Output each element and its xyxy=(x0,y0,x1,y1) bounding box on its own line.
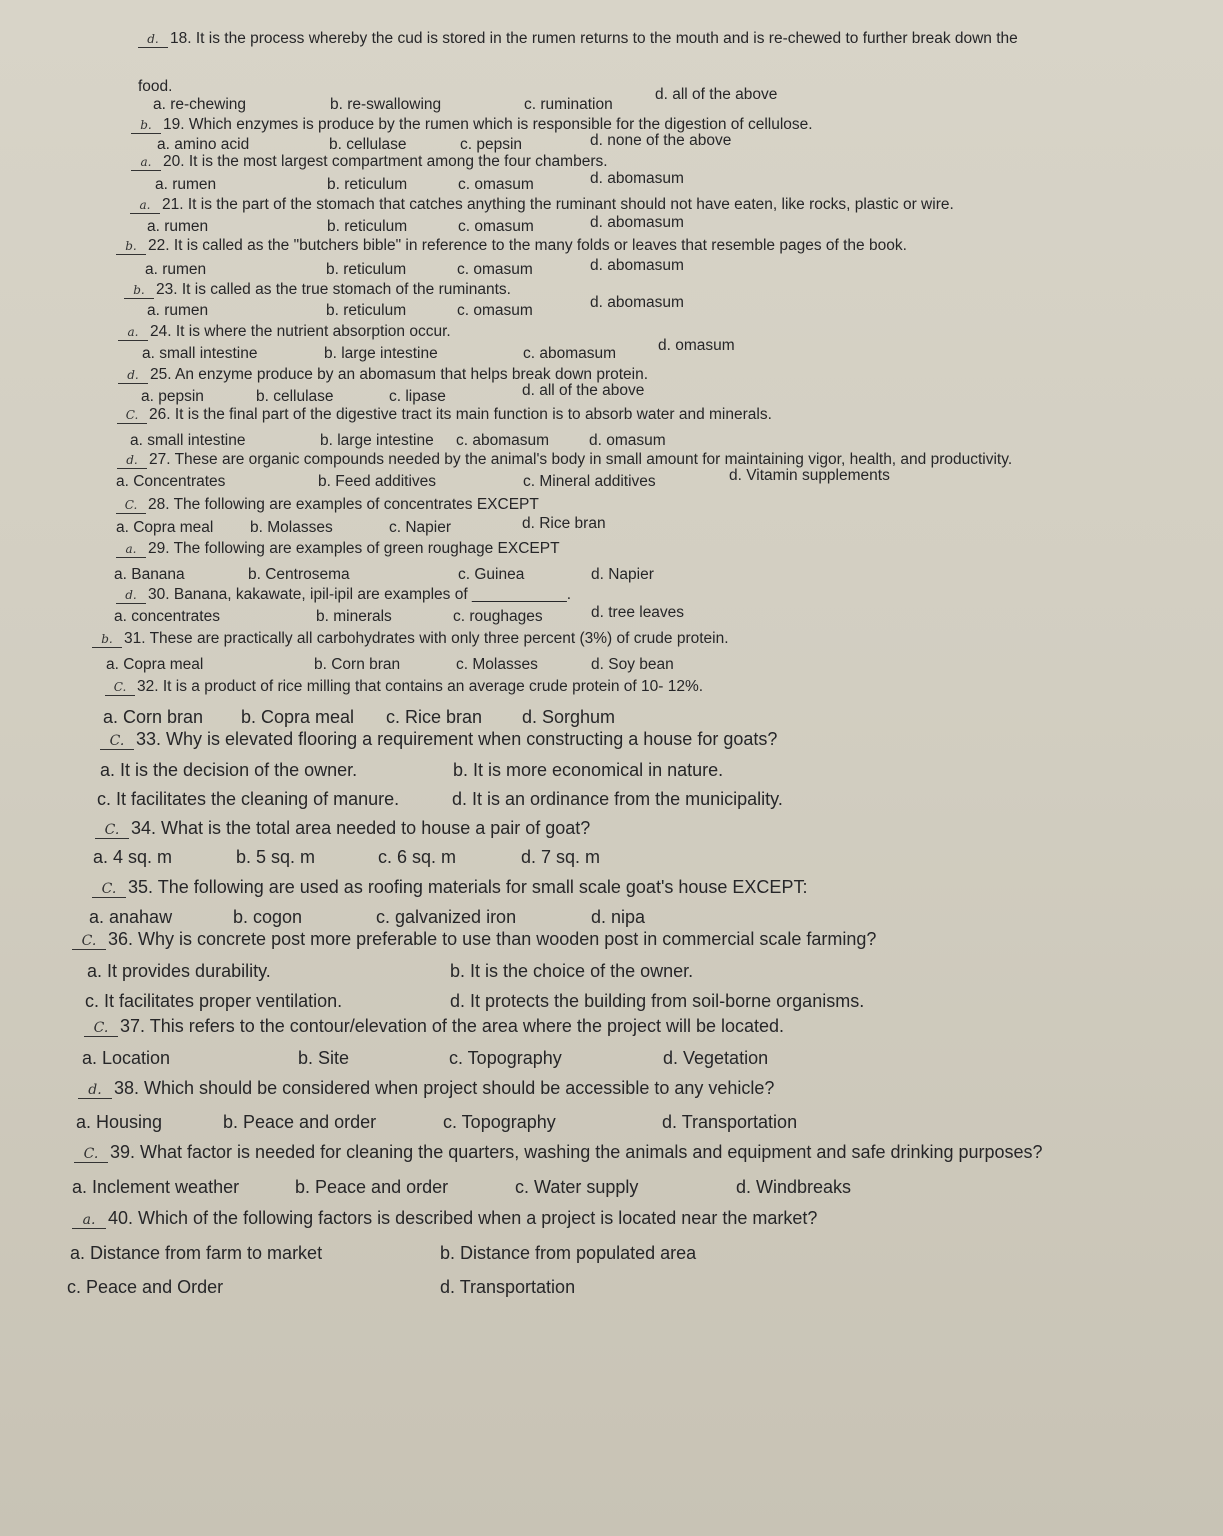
option: c. galvanized iron xyxy=(376,907,517,927)
option: d. tree leaves xyxy=(591,604,685,621)
question-40-stem: a. 40. Which of the following factors is described when a project is located near the market? xyxy=(72,1207,817,1229)
option: d. none of the above xyxy=(590,132,732,149)
option: c. Rice bran xyxy=(386,707,483,727)
answer-28: C. xyxy=(116,497,146,514)
question-25-stem: d. 25. An enzyme produce by an abomasum that helps break down protein. xyxy=(118,366,648,384)
option: a. It is the decision of the owner. xyxy=(100,760,358,780)
answer-36: C. xyxy=(72,933,106,950)
option: b. Peace and order xyxy=(223,1112,377,1132)
option: a. small intestine xyxy=(130,432,246,449)
option: d. Transportation xyxy=(662,1112,798,1132)
option: d. Transportation xyxy=(440,1277,576,1297)
option: a. concentrates xyxy=(114,608,220,625)
option: b. minerals xyxy=(316,608,392,625)
option: b. large intestine xyxy=(320,432,434,449)
option: b. large intestine xyxy=(324,345,438,362)
option: c. Guinea xyxy=(458,566,525,583)
option: a. 4 sq. m xyxy=(93,847,173,867)
answer-26: C. xyxy=(117,407,147,424)
option: c. Napier xyxy=(389,519,452,536)
question-39-stem: C. 39. What factor is needed for cleaning the quarters, washing the animals and equipment and safe drinking purposes? xyxy=(74,1141,1043,1163)
option: d. Sorghum xyxy=(522,707,616,727)
option: d. abomasum xyxy=(590,257,684,274)
option: b. reticulum xyxy=(326,302,407,319)
option: c. omasum xyxy=(457,261,533,278)
option: c. omasum xyxy=(457,302,533,319)
answer-21: a. xyxy=(130,197,160,214)
option: a. Location xyxy=(82,1048,171,1068)
question-24-stem: a. 24. It is where the nutrient absorption occur. xyxy=(118,323,451,341)
option: d. Vegetation xyxy=(663,1048,769,1068)
option: b. cellulase xyxy=(329,136,407,153)
option: a. re-chewing xyxy=(153,96,247,113)
option: c. It facilitates proper ventilation. xyxy=(85,991,343,1011)
option: c. Molasses xyxy=(456,656,538,673)
option: b. cellulase xyxy=(256,388,334,405)
option: d. all of the above xyxy=(522,382,645,399)
answer-32: C. xyxy=(105,679,135,696)
option: a. Distance from farm to market xyxy=(70,1243,323,1263)
option: a. Inclement weather xyxy=(72,1177,240,1197)
option: c. It facilitates the cleaning of manure. xyxy=(97,789,400,809)
answer-20: a. xyxy=(131,154,161,171)
question-22-stem: b. 22. It is called as the "butchers bible" in reference to the many folds or leaves that resemble pages of the book. xyxy=(116,237,907,255)
option: b. reticulum xyxy=(327,218,408,235)
option: c. Water supply xyxy=(515,1177,639,1197)
answer-37: C. xyxy=(84,1020,118,1037)
option: b. It is more economical in nature. xyxy=(453,760,724,780)
answer-29: a. xyxy=(116,541,146,558)
answer-33: C. xyxy=(100,733,134,750)
question-37-stem: C. 37. This refers to the contour/elevation of the area where the project will be located. xyxy=(84,1015,784,1037)
option: d. Napier xyxy=(591,566,654,583)
option: d. Vitamin supplements xyxy=(729,467,890,484)
question-30-stem: d. 30. Banana, kakawate, ipil-ipil are examples of ___________. xyxy=(116,586,571,604)
answer-19: b. xyxy=(131,117,161,134)
option: a. Copra meal xyxy=(106,656,204,673)
answer-38: d. xyxy=(78,1082,112,1099)
option: d. nipa xyxy=(591,907,646,927)
option: a. rumen xyxy=(147,218,209,235)
option: b. Centrosema xyxy=(248,566,350,583)
answer-25: d. xyxy=(118,367,148,384)
option: d. abomasum xyxy=(590,170,684,187)
option: c. rumination xyxy=(524,96,613,113)
question-34-stem: C. 34. What is the total area needed to house a pair of goat? xyxy=(95,817,590,839)
option: a. rumen xyxy=(145,261,207,278)
option: d. omasum xyxy=(658,337,735,354)
option: c. omasum xyxy=(458,218,534,235)
question-27-stem: d. 27. These are organic compounds needed by the animal's body in small amount for maintaining vigor, health, and productivity. xyxy=(117,451,1012,469)
option: d. all of the above xyxy=(655,86,778,103)
question-20-stem: a. 20. It is the most largest compartment among the four chambers. xyxy=(131,153,608,171)
answer-18: d. xyxy=(138,31,168,48)
option: b. Distance from populated area xyxy=(440,1243,697,1263)
option: a. small intestine xyxy=(142,345,258,362)
option: a. It provides durability. xyxy=(87,961,271,981)
question-23-stem: b. 23. It is called as the true stomach of the ruminants. xyxy=(124,281,511,299)
option: c. Topography xyxy=(449,1048,562,1068)
option: b. It is the choice of the owner. xyxy=(450,961,694,981)
option: b. 5 sq. m xyxy=(236,847,316,867)
option: a. pepsin xyxy=(141,388,204,405)
option: c. abomasum xyxy=(523,345,617,362)
option: b. Corn bran xyxy=(314,656,401,673)
option: a. Concentrates xyxy=(116,473,226,490)
answer-31: b. xyxy=(92,631,122,648)
option: a. rumen xyxy=(147,302,209,319)
answer-34: C. xyxy=(95,822,129,839)
question-19-stem: b. 19. Which enzymes is produce by the rumen which is responsible for the digestion of cellulose. xyxy=(131,116,813,134)
question-36-stem: C. 36. Why is concrete post more preferable to use than wooden post in commercial scale farming? xyxy=(72,928,876,950)
option: d. It is an ordinance from the municipality. xyxy=(452,789,783,809)
option: b. re-swallowing xyxy=(330,96,442,113)
option: d. Windbreaks xyxy=(736,1177,852,1197)
answer-40: a. xyxy=(72,1212,106,1229)
option: b. reticulum xyxy=(327,176,408,193)
question-31-stem: b. 31. These are practically all carbohydrates with only three percent (3%) of crude protein. xyxy=(92,630,729,648)
option: c. Mineral additives xyxy=(523,473,656,490)
option: d. It protects the building from soil-borne organisms. xyxy=(450,991,865,1011)
option: a. Banana xyxy=(114,566,185,583)
question-21-stem: a. 21. It is the part of the stomach that catches anything the ruminant should not have eaten, like rocks, plastic or wire. xyxy=(130,196,954,214)
answer-22: b. xyxy=(116,238,146,255)
option: b. Site xyxy=(298,1048,350,1068)
question-18-stem-continued: food. xyxy=(138,78,173,95)
option: b. Peace and order xyxy=(295,1177,449,1197)
option: d. abomasum xyxy=(590,214,684,231)
question-35-stem: C. 35. The following are used as roofing materials for small scale goat's house EXCEPT: xyxy=(92,876,807,898)
answer-35: C. xyxy=(92,881,126,898)
option: c. Topography xyxy=(443,1112,556,1132)
option: d. 7 sq. m xyxy=(521,847,601,867)
option: d. abomasum xyxy=(590,294,684,311)
option: c. Peace and Order xyxy=(67,1277,224,1297)
option: a. Corn bran xyxy=(103,707,204,727)
question-38-stem: d. 38. Which should be considered when project should be accessible to any vehicle? xyxy=(78,1077,774,1099)
option: c. omasum xyxy=(458,176,534,193)
option: a. Housing xyxy=(76,1112,163,1132)
option: b. cogon xyxy=(233,907,303,927)
option: a. rumen xyxy=(155,176,217,193)
answer-30: d. xyxy=(116,587,146,604)
answer-27: d. xyxy=(117,452,147,469)
option: b. reticulum xyxy=(326,261,407,278)
option: d. Soy bean xyxy=(591,656,674,673)
option: b. Feed additives xyxy=(318,473,437,490)
answer-23: b. xyxy=(124,282,154,299)
option: d. Rice bran xyxy=(522,515,606,532)
question-28-stem: C. 28. The following are examples of concentrates EXCEPT xyxy=(116,496,539,514)
option: b. Copra meal xyxy=(241,707,355,727)
option: c. abomasum xyxy=(456,432,550,449)
answer-24: a. xyxy=(118,324,148,341)
option: b. Molasses xyxy=(250,519,333,536)
question-33-stem: C. 33. Why is elevated flooring a requirement when constructing a house for goats? xyxy=(100,728,777,750)
option: a. amino acid xyxy=(157,136,250,153)
option: a. anahaw xyxy=(89,907,173,927)
option: d. omasum xyxy=(589,432,666,449)
question-29-stem: a. 29. The following are examples of green roughage EXCEPT xyxy=(116,540,560,558)
answer-39: C. xyxy=(74,1146,108,1163)
option: c. lipase xyxy=(389,388,446,405)
option: c. roughages xyxy=(453,608,543,625)
question-32-stem: C. 32. It is a product of rice milling that contains an average crude protein of 10- 12%. xyxy=(105,678,703,696)
question-18-stem: d. 18. It is the process whereby the cud is stored in the rumen returns to the mouth and is re-chewed to further break down the xyxy=(138,30,1018,48)
question-26-stem: C. 26. It is the final part of the digestive tract its main function is to absorb water and minerals. xyxy=(117,406,772,424)
option: c. 6 sq. m xyxy=(378,847,457,867)
option: c. pepsin xyxy=(460,136,523,153)
option: a. Copra meal xyxy=(116,519,214,536)
